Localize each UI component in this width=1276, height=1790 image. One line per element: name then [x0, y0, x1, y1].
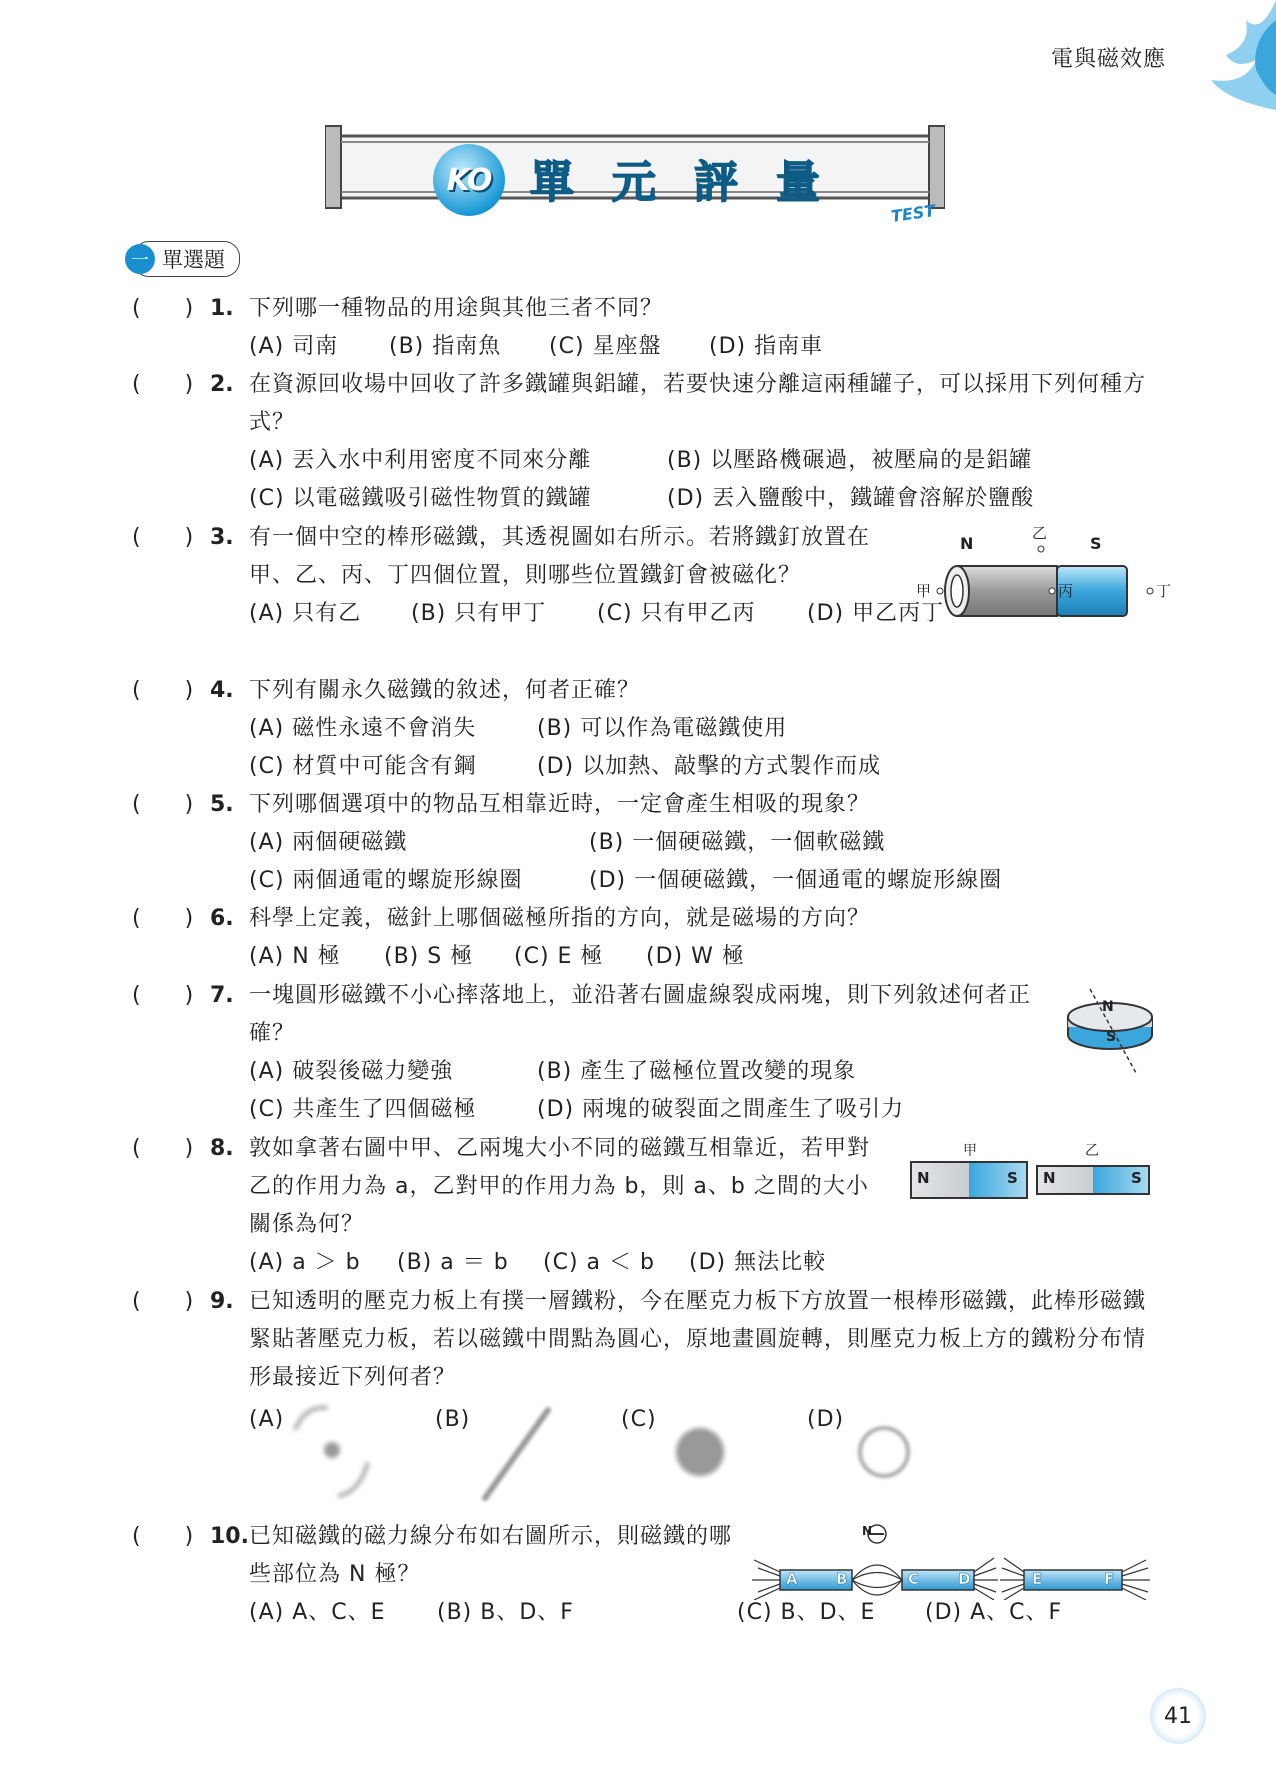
option-c[interactable]: (C) E 極 — [514, 944, 604, 969]
question-stem: 敦如拿著右圖中甲、乙兩塊大小不同的磁鐵互相靠近，若甲對乙的作用力為 a，乙對甲的作用力為 b，則 a、b 之間的大小關係為何？ — [249, 1136, 871, 1237]
label-n-yi: N — [1043, 1169, 1056, 1187]
label-jia: 甲 — [916, 582, 932, 600]
option-c[interactable]: (C) 共產生了四個磁極 — [249, 1097, 477, 1122]
label-c: C — [908, 1570, 920, 1588]
question-stem: 有一個中空的棒形磁鐵，其透視圖如右所示。若將鐵釘放置在甲、乙、丙、丁四個位置，則哪些位置鐵釘會被磁化？ — [249, 525, 871, 588]
wave-decoration — [1156, 0, 1276, 110]
section-number: 一 — [125, 244, 155, 274]
question-2 — [132, 366, 1162, 518]
label-ding: 丁 — [1156, 582, 1172, 600]
label-jia: 甲 — [963, 1143, 977, 1159]
two-magnets-figure — [905, 1140, 1165, 1206]
option-d[interactable]: (D) 無法比較 — [689, 1250, 827, 1275]
option-d[interactable]: (D) 一個硬磁鐵，一個通電的螺旋形線圈 — [589, 868, 1003, 893]
answer-blank[interactable]: ( ) — [132, 296, 194, 321]
label-a: A — [786, 1570, 798, 1588]
question-stem: 一塊圓形磁鐵不小心摔落地上，並沿著右圖虛線裂成兩塊，則下列敘述何者正確？ — [249, 983, 1032, 1046]
filings-c — [676, 1428, 724, 1476]
question-5 — [132, 786, 1162, 900]
banner-title: 單元評量 — [530, 157, 858, 208]
label-s: S — [1106, 1029, 1117, 1045]
option-a[interactable]: (A) N 極 — [249, 944, 341, 969]
option-b[interactable]: (B) 產生了磁極位置改變的現象 — [537, 1059, 857, 1084]
option-d[interactable]: (D) 以加熱、敲擊的方式製作而成 — [537, 754, 882, 779]
option-b[interactable]: (B) a ＝ b — [397, 1250, 509, 1275]
option-a[interactable]: (A) A、C、E — [249, 1600, 386, 1625]
label-n: N — [960, 534, 974, 553]
label-yi: 乙 — [1085, 1143, 1099, 1159]
option-a[interactable]: (A) 司南 — [249, 334, 339, 359]
answer-blank[interactable]: ( ) — [132, 1289, 194, 1314]
option-d[interactable]: (D) — [807, 1407, 845, 1432]
option-d[interactable]: (D) 丟入鹽酸中，鐵罐會溶解於鹽酸 — [667, 486, 1035, 511]
label-bing: 丙 — [1058, 582, 1074, 600]
question-6 — [132, 900, 1162, 976]
option-c[interactable]: (C) 只有甲乙丙 — [597, 601, 756, 626]
question-stem: 下列有關永久磁鐵的敘述，何者正確？ — [249, 678, 641, 703]
unit-assessment-banner — [325, 118, 945, 226]
option-a[interactable]: (A) 只有乙 — [249, 601, 362, 626]
question-number: 10. — [210, 1524, 249, 1549]
question-number: 7. — [210, 983, 234, 1008]
question-number: 5. — [210, 792, 234, 817]
option-b[interactable]: (B) 可以作為電磁鐵使用 — [537, 716, 788, 741]
label-n: N — [1102, 999, 1114, 1015]
option-d[interactable]: (D) 甲乙丙丁 — [807, 601, 945, 626]
option-a[interactable]: (A) 破裂後磁力變強 — [249, 1059, 454, 1084]
question-number: 1. — [210, 296, 234, 321]
label-f: F — [1104, 1570, 1115, 1588]
label-b: B — [836, 1570, 848, 1588]
option-b[interactable]: (B) 以壓路機碾過，被壓扁的是鋁罐 — [667, 448, 1033, 473]
label-s-jia: S — [1007, 1169, 1018, 1187]
option-b[interactable]: (B) 一個硬磁鐵，一個軟磁鐵 — [589, 830, 886, 855]
filings-b — [485, 1410, 548, 1498]
question-stem: 已知透明的壓克力板上有撲一層鐵粉，今在壓克力板下方放置一根棒形磁鐵，此棒形磁鐵緊貼著壓克力板，若以磁鐵中間點為圓心，原地畫圓旋轉，則壓克力板上方的鐵粉分布情形最接近下列何者？ — [249, 1289, 1147, 1390]
option-b[interactable]: (B) B、D、F — [437, 1600, 574, 1625]
option-b[interactable]: (B) — [435, 1407, 471, 1432]
option-a[interactable]: (A) a ＞ b — [249, 1250, 361, 1275]
option-a[interactable]: (A) 磁性永遠不會消失 — [249, 716, 477, 741]
question-7 — [132, 977, 1162, 1129]
label-e: E — [1032, 1570, 1043, 1588]
question-4 — [132, 672, 1162, 786]
label-s: S — [1090, 534, 1102, 553]
label-d: D — [958, 1570, 971, 1588]
filings-d — [860, 1428, 908, 1476]
label-n-jia: N — [917, 1169, 930, 1187]
answer-blank[interactable]: ( ) — [132, 372, 194, 397]
answer-blank[interactable]: ( ) — [132, 906, 194, 931]
option-d[interactable]: (D) A、C、F — [925, 1600, 1063, 1625]
answer-blank[interactable]: ( ) — [132, 792, 194, 817]
option-c[interactable]: (C) B、D、E — [737, 1600, 876, 1625]
question-stem: 下列哪一種物品的用途與其他三者不同？ — [249, 296, 664, 321]
option-c[interactable]: (C) 材質中可能含有鋼 — [249, 754, 477, 779]
answer-blank[interactable]: ( ) — [132, 1524, 194, 1549]
question-stem: 下列哪個選項中的物品互相靠近時，一定會產生相吸的現象？ — [249, 792, 871, 817]
option-a[interactable]: (A) — [249, 1407, 285, 1432]
option-d[interactable]: (D) W 極 — [646, 944, 745, 969]
question-1 — [132, 290, 1162, 366]
option-b[interactable]: (B) S 極 — [384, 944, 474, 969]
hollow-magnet-figure — [912, 522, 1172, 622]
question-number: 3. — [210, 525, 234, 550]
option-d[interactable]: (D) 指南車 — [709, 334, 824, 359]
option-d[interactable]: (D) 兩塊的破裂面之間產生了吸引力 — [537, 1097, 905, 1122]
option-a[interactable]: (A) 兩個硬磁鐵 — [249, 830, 408, 855]
question-number: 2. — [210, 372, 234, 397]
option-c[interactable]: (C) 以電磁鐵吸引磁性物質的鐵罐 — [249, 486, 592, 511]
option-c[interactable]: (C) 兩個通電的螺旋形線圈 — [249, 868, 523, 893]
ko-badge: KO — [433, 144, 505, 216]
question-stem: 已知磁鐵的磁力線分布如右圖所示，則磁鐵的哪些部位為 N 極？ — [249, 1524, 733, 1587]
round-magnet-figure — [1062, 985, 1162, 1075]
compass-label: N — [862, 1524, 873, 1538]
answer-blank[interactable]: ( ) — [132, 525, 194, 550]
question-number: 8. — [210, 1136, 234, 1161]
filings-a — [295, 1408, 368, 1496]
question-number: 4. — [210, 678, 234, 703]
option-b[interactable]: (B) 只有甲丁 — [411, 601, 547, 626]
field-lines-figure — [752, 1520, 1152, 1600]
section-heading — [125, 243, 240, 275]
option-c[interactable]: (C) — [621, 1407, 657, 1432]
iron-filings-options — [280, 1400, 920, 1510]
label-s-yi: S — [1131, 1169, 1142, 1187]
question-number: 6. — [210, 906, 234, 931]
page-number: 41 — [1150, 1688, 1206, 1744]
option-b[interactable]: (B) 指南魚 — [389, 334, 502, 359]
chapter-title: 電與磁效應 — [1050, 47, 1166, 72]
question-number: 9. — [210, 1289, 234, 1314]
test-label: TEST — [889, 201, 937, 226]
option-c[interactable]: (C) a ＜ b — [543, 1250, 655, 1275]
label-yi: 乙 — [1032, 524, 1048, 542]
option-c[interactable]: (C) 星座盤 — [549, 334, 662, 359]
answer-blank[interactable]: ( ) — [132, 983, 194, 1008]
section-label: 單選題 — [133, 241, 240, 277]
question-stem: 科學上定義，磁針上哪個磁極所指的方向，就是磁場的方向？ — [249, 906, 871, 931]
answer-blank[interactable]: ( ) — [132, 678, 194, 703]
question-stem: 在資源回收場中回收了許多鐵罐與鋁罐，若要快速分離這兩種罐子，可以採用下列何種方式？ — [249, 372, 1147, 435]
option-a[interactable]: (A) 丟入水中利用密度不同來分離 — [249, 448, 592, 473]
answer-blank[interactable]: ( ) — [132, 1136, 194, 1161]
